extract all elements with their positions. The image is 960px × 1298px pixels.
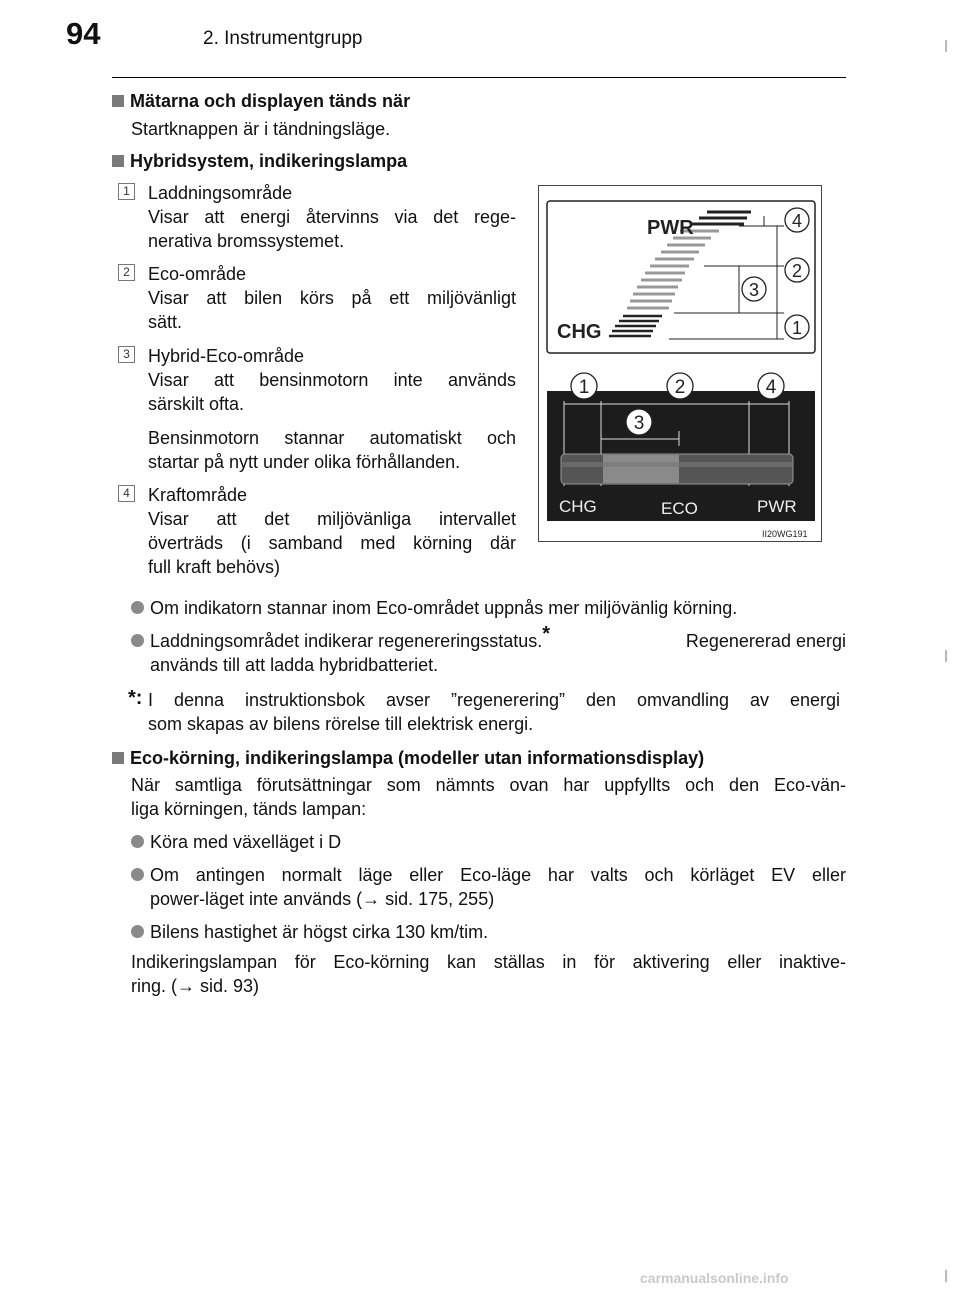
- item-desc-line: full kraft behövs): [148, 557, 281, 577]
- svg-text:2: 2: [791, 261, 803, 281]
- gauge-pwr-label: PWR: [647, 217, 694, 239]
- edge-tick: [945, 1270, 947, 1282]
- bar-marker: [571, 373, 597, 399]
- item-title: Laddningsområde: [148, 183, 293, 203]
- svg-text:4: 4: [765, 377, 777, 398]
- item-number: 4: [118, 485, 135, 502]
- bar-marker: [758, 373, 784, 399]
- item-desc-line: särskilt ofta.: [148, 394, 245, 414]
- bullet-dot: [131, 634, 144, 647]
- item-number: 3: [118, 346, 135, 363]
- bullet-text: Om indikatorn stannar inom Eco-området uppnås mer miljövänlig körning.: [150, 598, 738, 618]
- item-desc-line: Visar att energi återvinns via det rege-: [148, 207, 516, 227]
- footnote-line: I denna instruktionsbok avser ”regenerering” den omvandling av energi: [148, 690, 840, 710]
- gauge-marker: [785, 315, 809, 339]
- svg-text:1: 1: [578, 377, 590, 398]
- item-number: 2: [118, 264, 135, 281]
- heading-square-icon: [112, 95, 124, 107]
- svg-text:2: 2: [674, 377, 686, 398]
- chapter-title: 2. Instrumentgrupp: [203, 28, 363, 49]
- section-text: ring. (→ sid. 93): [131, 976, 260, 996]
- section-heading: Mätarna och displayen tänds när: [112, 90, 410, 112]
- bullet-text: Om antingen normalt läge eller Eco-läge har valts och körläget EV eller: [150, 865, 846, 885]
- item-title: Eco-område: [148, 264, 247, 284]
- heading-square-icon: [112, 752, 124, 764]
- item-extra-line: startar på nytt under olika förhållanden.: [148, 452, 461, 472]
- gauge-marker: [785, 258, 809, 282]
- bar-marker: [667, 373, 693, 399]
- item-desc-line: överträds (i samband med körning där: [148, 533, 516, 553]
- gauge-chg-label: CHG: [557, 321, 602, 343]
- bullet-text: används till att ladda hybridbatteriet.: [150, 655, 439, 675]
- item-desc-line: Visar att bilen körs på ett miljövänligt: [148, 288, 516, 308]
- item-title: Kraftområde: [148, 485, 248, 505]
- item-number: 1: [118, 183, 135, 200]
- bar-marker: [626, 409, 652, 435]
- footnote-line: som skapas av bilens rörelse till elektrisk energi.: [148, 714, 534, 734]
- figure-svg: [539, 186, 821, 541]
- item-desc-line: Visar att bensinmotorn inte används: [148, 370, 516, 390]
- page-number: 94: [66, 16, 101, 51]
- item-desc-line: sätt.: [148, 312, 183, 332]
- svg-text:1: 1: [791, 318, 803, 338]
- footer-watermark: carmanualsonline.info: [640, 1270, 789, 1286]
- bullet-text: Köra med växelläget i D: [150, 832, 342, 852]
- edge-tick: [945, 650, 947, 662]
- gauge-marker: [742, 277, 766, 301]
- footnote-mark: *:: [128, 687, 143, 709]
- bullet-dot: [131, 868, 144, 881]
- bar-highlight: [561, 462, 793, 467]
- svg-text:3: 3: [748, 280, 760, 300]
- bar-eco-label: ECO: [661, 499, 698, 518]
- header-rule: [112, 77, 846, 78]
- hybrid-indicator-figure: [538, 185, 822, 542]
- bullet-text: power-läget inte används (→ sid. 175, 255): [150, 889, 495, 909]
- bullet-text: Laddningsområdet indikerar regenereringsstatus.* Regenererad energi: [150, 623, 846, 651]
- gauge-marker: [785, 208, 809, 232]
- section-text: När samtliga förutsättningar som nämnts ovan har uppfyllts och den Eco-vän-: [131, 775, 846, 795]
- svg-text:3: 3: [633, 413, 645, 434]
- bullet-dot: [131, 835, 144, 848]
- section-text: Startknappen är i tändningsläge.: [131, 119, 391, 139]
- bar-chg-label: CHG: [559, 497, 597, 516]
- bullet-dot: [131, 925, 144, 938]
- edge-tick: [945, 40, 947, 52]
- section-heading: Eco-körning, indikeringslampa (modeller utan informationsdisplay): [112, 747, 704, 769]
- section-text: liga körningen, tänds lampan:: [131, 799, 367, 819]
- section-heading: Hybridsystem, indikeringslampa: [112, 150, 407, 172]
- item-desc-line: Visar att det miljövänliga intervallet: [148, 509, 516, 529]
- bar-fill: [603, 455, 679, 483]
- section-text: Indikeringslampan för Eco-körning kan ställas in för aktivering eller inaktive-: [131, 952, 846, 972]
- bullet-text: Bilens hastighet är högst cirka 130 km/tim.: [150, 922, 489, 942]
- bar-pwr-label: PWR: [757, 497, 797, 516]
- heading-square-icon: [112, 155, 124, 167]
- item-desc-line: nerativa bromssystemet.: [148, 231, 345, 251]
- item-extra-line: Bensinmotorn stannar automatiskt och: [148, 428, 516, 448]
- svg-text:4: 4: [791, 211, 803, 231]
- item-title: Hybrid-Eco-område: [148, 346, 305, 366]
- bullet-dot: [131, 601, 144, 614]
- figure-code: II20WG191: [762, 529, 808, 539]
